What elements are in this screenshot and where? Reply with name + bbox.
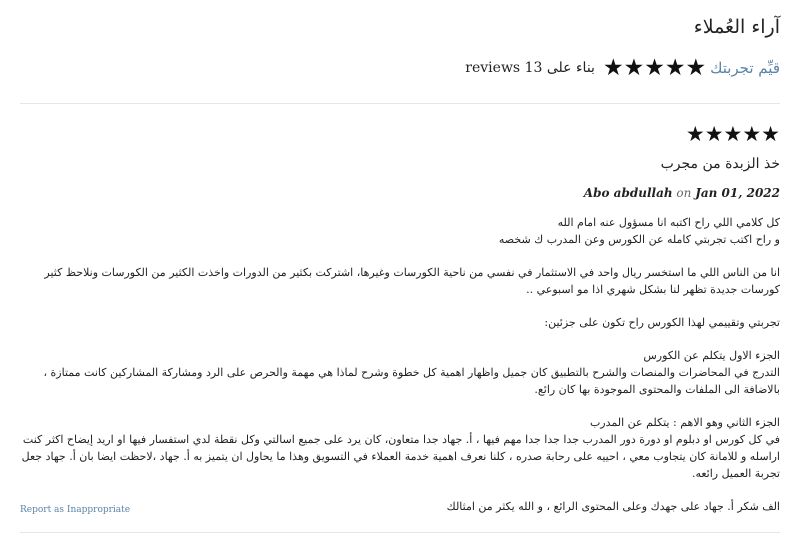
star-icon: ★ xyxy=(685,55,707,81)
star-icon: ★ xyxy=(723,122,743,146)
star-icon: ★ xyxy=(742,122,762,146)
review-paragraph: الجزء الثاني وهو الاهم : يتكلم عن المدرب في كل كورس او دبلوم او دورة دور المدرب جدا جدا جدا مهم فيها ، أ. جهاد جدا متعاون، كان يرد على جميع اسالتي وكل نقطة لدي استفسار فيها او اريد إيضاح اكثر كنت اراسله و للامانة كان يتجاوب معي ، احييه على رحابة صدره ، كلنا نعرف اهمية خدمة العملاء في التسويق وهذا ما يحاول ان يتميز به أ. جهاد ،لاحظت ايضا بان أ. جهاد جعل تجربة العميل رائعه. xyxy=(21,416,780,480)
review-on: on xyxy=(676,186,692,200)
report-inappropriate-link[interactable]: Report as Inappropriate xyxy=(20,505,131,515)
divider xyxy=(20,103,780,104)
review-author: Abo abdullah xyxy=(583,186,673,200)
review-meta xyxy=(20,186,780,200)
review-paragraph: تجربتي وتقييمي لهذا الكورس راح تكون على جزئين: xyxy=(544,316,780,329)
star-icon: ★ xyxy=(602,55,624,81)
review-body xyxy=(20,214,780,515)
star-icon: ★ xyxy=(623,55,645,81)
review-paragraph: كل كلامي اللي راح اكتبه انا مسؤول عنه امام الله و راح اكتب تجربتي كامله عن الكورس وعن المدرب ك شخصه xyxy=(498,216,780,246)
review-paragraph: انا من الناس اللي ما استخسر ريال واحد في الاستثمار في نفسي من ناحية الكورسات وغيرها، اشتركت بكثير من الدورات واخذت الكثير من الكورسات ونلاحظ كثير كورسات جديدة تظهر لنا بشكل شهري اذا مو اسبوعي .. xyxy=(44,266,780,296)
reviews-header xyxy=(20,16,780,80)
rate-experience-link[interactable]: قيِّم تجربتك xyxy=(710,59,780,77)
review-date: Jan 01, 2022 xyxy=(695,186,780,200)
star-icon: ★ xyxy=(644,55,665,81)
reviews-count: بناء على 13 reviews xyxy=(465,60,595,76)
star-icon: ★ xyxy=(704,122,724,146)
review-stars xyxy=(20,124,780,146)
star-icon: ★ xyxy=(685,122,705,146)
review-item xyxy=(20,124,780,531)
review-paragraph: الجزء الاول يتكلم عن الكورس التدرج في المحاضرات والمنصات والشرح بالتطبيق كان جميل واظهار اهمية كل خطوة وشرح لماذا هي مهمة والحرص على الرد ومشاركة المشاركين كانت ممتازة ، بالاضافة الى الملفات والمحتوى الموجودة بها كان رائع. xyxy=(43,349,780,396)
star-icon: ★ xyxy=(761,122,780,146)
review-title: خذ الزبدة من مجرب xyxy=(660,156,780,172)
star-icon: ★ xyxy=(664,55,686,81)
reviews-title: آراء العُملاء xyxy=(693,16,780,38)
summary-stars xyxy=(603,57,706,79)
rating-summary xyxy=(20,56,780,80)
review-paragraph: الف شكر أ. جهاد على جهدك وعلى المحتوى الرائع ، و الله يكثر من امثالك xyxy=(446,500,780,513)
divider xyxy=(20,532,780,533)
